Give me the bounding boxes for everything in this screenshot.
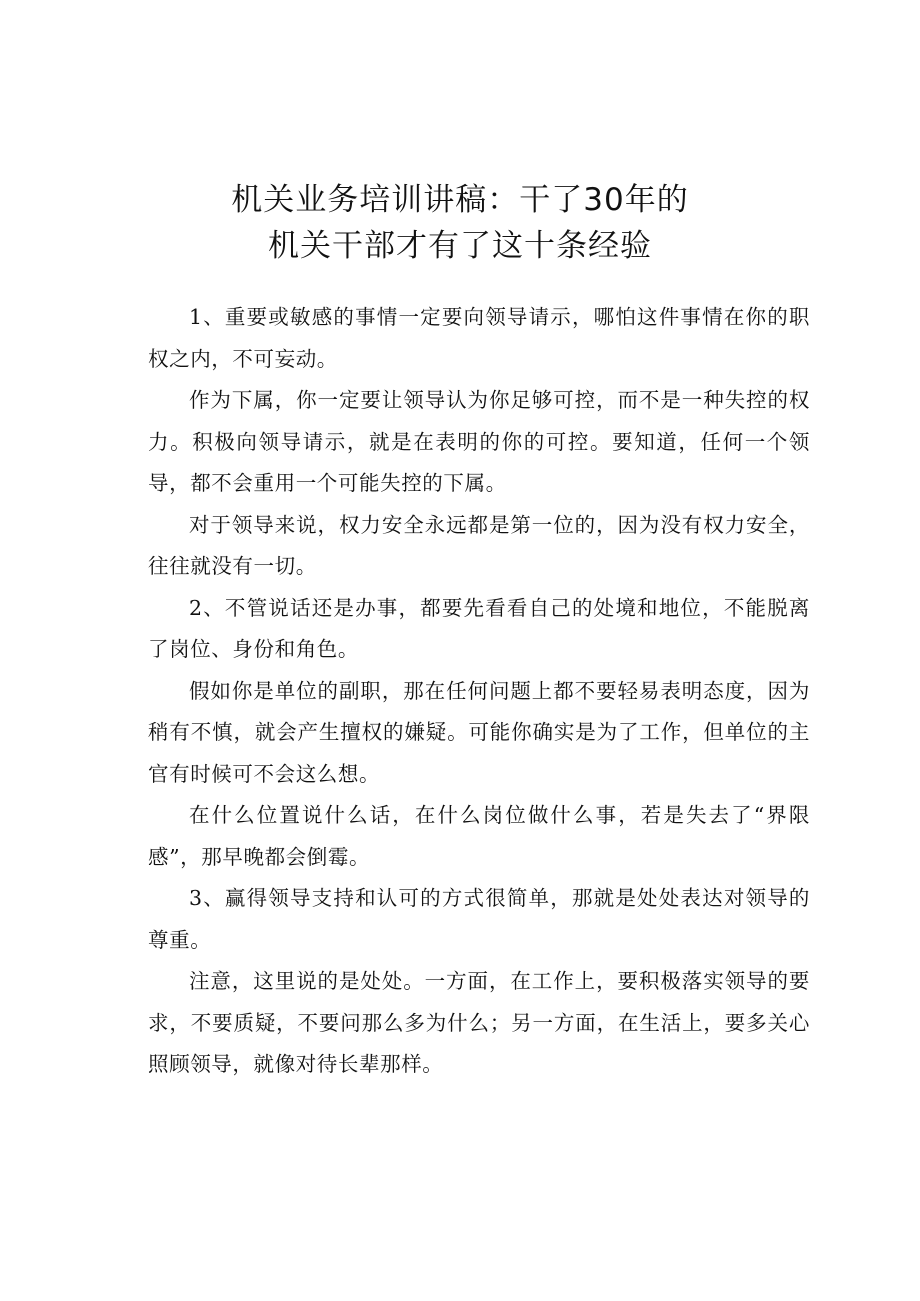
paragraph-6: 在什么位置说什么话，在什么岗位做什么事，若是失去了“界限感”，那早晚都会倒霉。 <box>148 803 810 869</box>
document-title <box>120 177 800 269</box>
document-body <box>148 297 810 1086</box>
paragraph-3: 对于领导来说，权力安全永远都是第一位的，因为没有权力安全，往往就没有一切。 <box>148 512 810 578</box>
paragraph-8: 注意，这里说的是处处。一方面，在工作上，要积极落实领导的要求，不要质疑，不要问那么多为什么；另一方面，在生活上，要多关心照顾领导，就像对待长辈那样。 <box>148 969 810 1076</box>
title-line-1: 机关业务培训讲稿：干了30年的 <box>231 181 689 218</box>
paragraph-1: 1、重要或敏感的事情一定要向领导请示，哪怕这件事情在你的职权之内，不可妄动。 <box>148 305 810 371</box>
paragraph-7: 3、赢得领导支持和认可的方式很简单，那就是处处表达对领导的尊重。 <box>148 886 810 952</box>
paragraph-5: 假如你是单位的副职，那在任何问题上都不要轻易表明态度，因为稍有不慎，就会产生擅权的嫌疑。可能你确实是为了工作，但单位的主官有时候可不会这么想。 <box>148 678 810 786</box>
paragraph-2: 作为下属，你一定要让领导认为你足够可控，而不是一种失控的权力。积极向领导请示，就是在表明的你的可控。要知道，任何一个领导，都不会重用一个可能失控的下属。 <box>148 388 810 495</box>
title-line-2: 机关干部才有了这十条经验 <box>268 227 652 264</box>
paragraph-4: 2、不管说话还是办事，都要先看看自己的处境和地位，不能脱离了岗位、身份和角色。 <box>148 595 810 661</box>
